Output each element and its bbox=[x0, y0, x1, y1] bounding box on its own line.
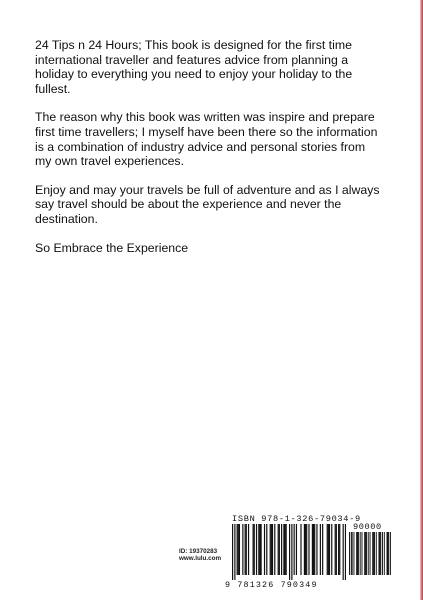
barcode-bar bbox=[308, 524, 309, 575]
barcode-bar bbox=[266, 524, 267, 575]
barcode-bar bbox=[390, 532, 391, 575]
barcode-bar bbox=[256, 524, 257, 575]
barcode-bar bbox=[253, 524, 254, 575]
barcode-bar bbox=[374, 532, 375, 575]
barcode-bar bbox=[368, 532, 369, 575]
barcode-bar bbox=[338, 524, 339, 575]
barcode-bar bbox=[259, 524, 260, 575]
barcode-bar bbox=[384, 532, 385, 575]
barcode-bar bbox=[320, 524, 321, 575]
barcode-bar bbox=[294, 524, 295, 575]
barcode-bar bbox=[237, 524, 238, 575]
barcode-bar bbox=[238, 524, 239, 575]
barcode-bar bbox=[261, 524, 262, 575]
barcode-bar bbox=[357, 532, 358, 575]
barcode-bar bbox=[322, 524, 323, 575]
barcode-bar bbox=[246, 524, 247, 575]
ean-bars bbox=[232, 524, 346, 580]
blurb-tagline: So Embrace the Experience bbox=[35, 240, 189, 255]
barcode-bar bbox=[327, 524, 328, 575]
barcode-bar bbox=[335, 524, 336, 575]
barcode-bar bbox=[232, 524, 233, 580]
barcode-bar bbox=[380, 532, 381, 575]
barcode-bar bbox=[387, 532, 388, 575]
barcode-bar bbox=[388, 532, 389, 575]
ean-digits: 9 781326 790349 bbox=[225, 580, 318, 590]
barcode-bar bbox=[296, 524, 297, 575]
barcode-bar bbox=[351, 532, 352, 575]
barcode-bar bbox=[245, 524, 246, 575]
barcode-bar bbox=[291, 524, 292, 580]
barcode-bar bbox=[356, 532, 357, 575]
barcode-bar bbox=[353, 532, 354, 575]
barcode-bar bbox=[362, 532, 363, 575]
barcode-bar bbox=[378, 532, 379, 575]
barcode-bar bbox=[366, 532, 367, 575]
barcode-bar bbox=[372, 532, 373, 575]
barcode-bar bbox=[336, 524, 337, 575]
barcode-bar bbox=[343, 524, 344, 580]
barcode-bar bbox=[283, 524, 284, 575]
barcode-bar bbox=[313, 524, 314, 575]
barcode-bar bbox=[272, 524, 273, 575]
barcode-bar bbox=[264, 524, 265, 575]
barcode-bar bbox=[329, 524, 330, 575]
barcode-bar bbox=[373, 532, 374, 575]
barcode-bar bbox=[382, 532, 383, 575]
barcode-bar bbox=[376, 532, 377, 575]
barcode-bar bbox=[271, 524, 272, 575]
barcode-bar bbox=[358, 532, 359, 575]
barcode-bar bbox=[239, 524, 240, 575]
barcode-bar bbox=[254, 524, 255, 575]
barcode-bar bbox=[281, 524, 282, 575]
barcode-bar bbox=[360, 532, 361, 575]
blurb-paragraph: 24 Tips n 24 Hours; This book is designed for the first time international traveller and features advice from planning a holiday to everything you need to enjoy your holiday to the fullest. bbox=[35, 38, 353, 96]
barcode-bar bbox=[286, 524, 287, 575]
barcode-bar bbox=[278, 524, 279, 575]
barcode-bar bbox=[339, 524, 340, 575]
addon-bars bbox=[349, 532, 391, 588]
barcode-bar bbox=[284, 524, 285, 575]
barcode-bar bbox=[328, 524, 329, 575]
barcode-bar bbox=[242, 524, 243, 575]
price-code: 90000 bbox=[353, 522, 382, 532]
isbn-barcode bbox=[179, 512, 394, 592]
barcode-bar bbox=[274, 524, 275, 575]
barcode-bar bbox=[300, 524, 301, 575]
barcode-bar bbox=[349, 532, 350, 575]
barcode-bar bbox=[270, 524, 271, 575]
barcode-bar bbox=[364, 532, 365, 575]
barcode-bar bbox=[312, 524, 313, 575]
barcode-bar bbox=[279, 524, 280, 575]
barcode-bar bbox=[387, 532, 388, 575]
barcode-bar bbox=[365, 532, 366, 575]
isbn-label: ISBN 978-1-326-79034-9 bbox=[232, 514, 361, 524]
blurb-paragraph: Enjoy and may your travels be full of adventure and as I always say travel should be about the experience and never the destination. bbox=[35, 182, 380, 226]
barcode-bar bbox=[345, 524, 346, 580]
barcode-bar bbox=[258, 524, 259, 575]
barcode-bar bbox=[352, 532, 353, 575]
barcode-bar bbox=[314, 524, 315, 575]
blurb-paragraph: The reason why this book was written was inspire and prepare first time travellers; I myself have been there so the information is a combination of industry advice and personal stories from my own travel experiences. bbox=[35, 110, 378, 169]
barcode-bar bbox=[305, 524, 306, 575]
lulu-id-block bbox=[179, 548, 221, 563]
barcode-bar bbox=[370, 532, 371, 575]
back-cover-blurb bbox=[35, 38, 380, 267]
barcode-bar bbox=[306, 524, 307, 575]
lulu-site: www.lulu.com bbox=[179, 555, 222, 563]
barcode-bar bbox=[316, 524, 317, 575]
barcode-bar bbox=[234, 524, 235, 580]
barcode-bar bbox=[304, 524, 305, 575]
barcode-bar bbox=[331, 524, 332, 575]
barcode-bar bbox=[248, 524, 249, 575]
barcode-bar bbox=[289, 524, 290, 580]
barcode-bar bbox=[379, 532, 380, 575]
lulu-id-number: ID: 19370283 bbox=[179, 548, 218, 555]
